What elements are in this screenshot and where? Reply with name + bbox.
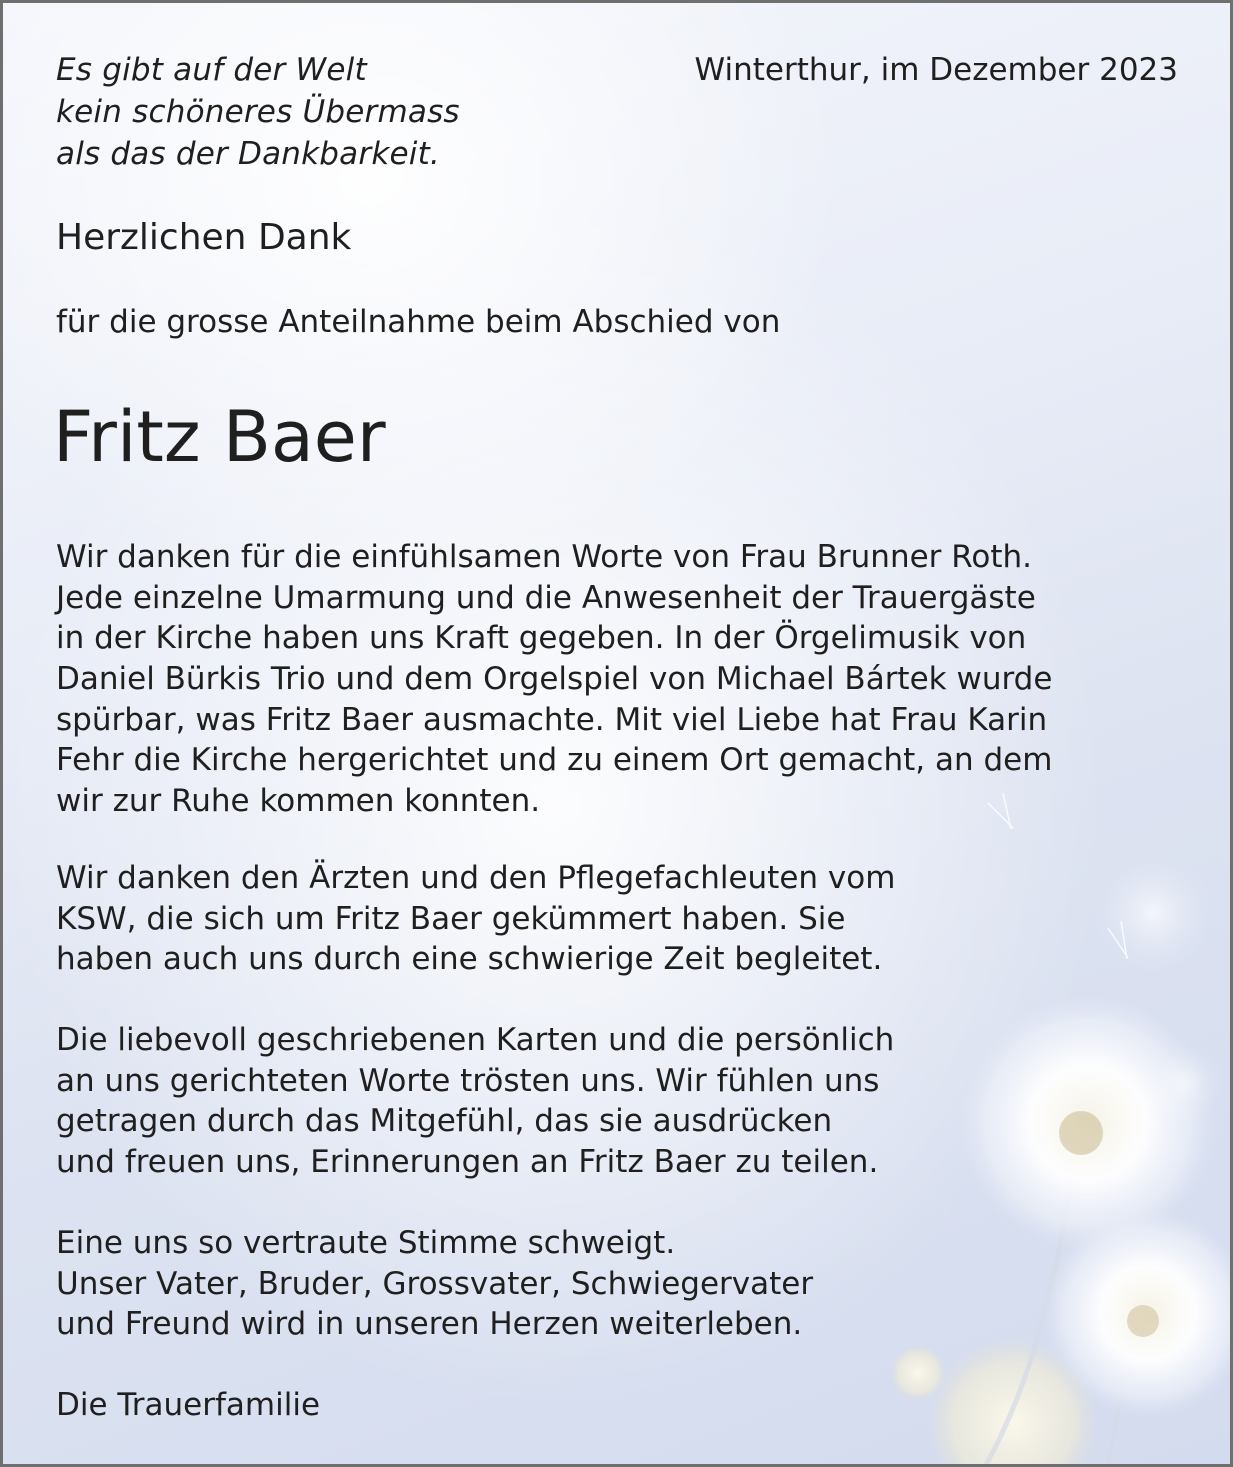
paragraph-remembrance xyxy=(56,1223,813,1345)
paragraph-line: Jede einzelne Umarmung und die Anwesenheit der Trauergäste xyxy=(56,579,1036,616)
paragraph-thanks-cards xyxy=(56,1020,894,1183)
paragraph-line: und Freund wird in unseren Herzen weiterleben. xyxy=(56,1306,803,1343)
paragraph-line: getragen durch das Mitgefühl, das sie ausdrücken xyxy=(56,1103,833,1140)
paragraph-line: und freuen uns, Erinnerungen an Fritz Baer zu teilen. xyxy=(56,1144,879,1181)
paragraph-line: Wir danken den Ärzten und den Pflegefachleuten vom xyxy=(56,860,896,896)
paragraph-line: haben auch uns durch eine schwierige Zeit begleitet. xyxy=(56,941,883,978)
paragraph-thanks-service xyxy=(56,537,1052,822)
opening-quote xyxy=(56,49,460,175)
paragraph-line: Die liebevoll geschriebenen Karten und die persönlich xyxy=(56,1022,895,1058)
paragraph-line: KSW, die sich um Fritz Baer gekümmert haben. Sie xyxy=(56,900,846,937)
deceased-name: Fritz Baer xyxy=(53,396,386,478)
paragraph-line: Fehr die Kirche hergerichtet und zu einem Ort gemacht, an dem xyxy=(56,742,1053,779)
intro-text: für die grosse Anteilnahme beim Abschied von xyxy=(56,304,781,340)
heading-thanks: Herzlichen Dank xyxy=(56,217,352,258)
paragraph-line: wir zur Ruhe kommen konnten. xyxy=(56,783,541,820)
paragraph-line: Wir danken für die einfühlsamen Worte von Frau Brunner Roth. xyxy=(56,539,1033,575)
quote-line: als das der Dankbarkeit. xyxy=(56,136,440,172)
paragraph-line: Unser Vater, Bruder, Grossvater, Schwiegervater xyxy=(56,1265,814,1302)
paragraph-line: an uns gerichteten Worte trösten uns. Wir fühlen uns xyxy=(56,1062,880,1099)
paragraph-line: spürbar, was Fritz Baer ausmachte. Mit viel Liebe hat Frau Karin xyxy=(56,701,1048,738)
place-date: Winterthur, im Dezember 2023 xyxy=(694,52,1178,88)
paragraph-line: Daniel Bürkis Trio und dem Orgelspiel von Michael Bártek wurde xyxy=(56,661,1053,698)
quote-line: Es gibt auf der Welt xyxy=(56,52,367,88)
paragraph-line: Eine uns so vertraute Stimme schweigt. xyxy=(56,1225,676,1261)
signature: Die Trauerfamilie xyxy=(56,1387,321,1423)
paragraph-line: in der Kirche haben uns Kraft gegeben. In der Örgelimusik von xyxy=(56,620,1027,657)
paragraph-thanks-doctors xyxy=(56,858,895,980)
quote-line: kein schöneres Übermass xyxy=(56,94,460,130)
